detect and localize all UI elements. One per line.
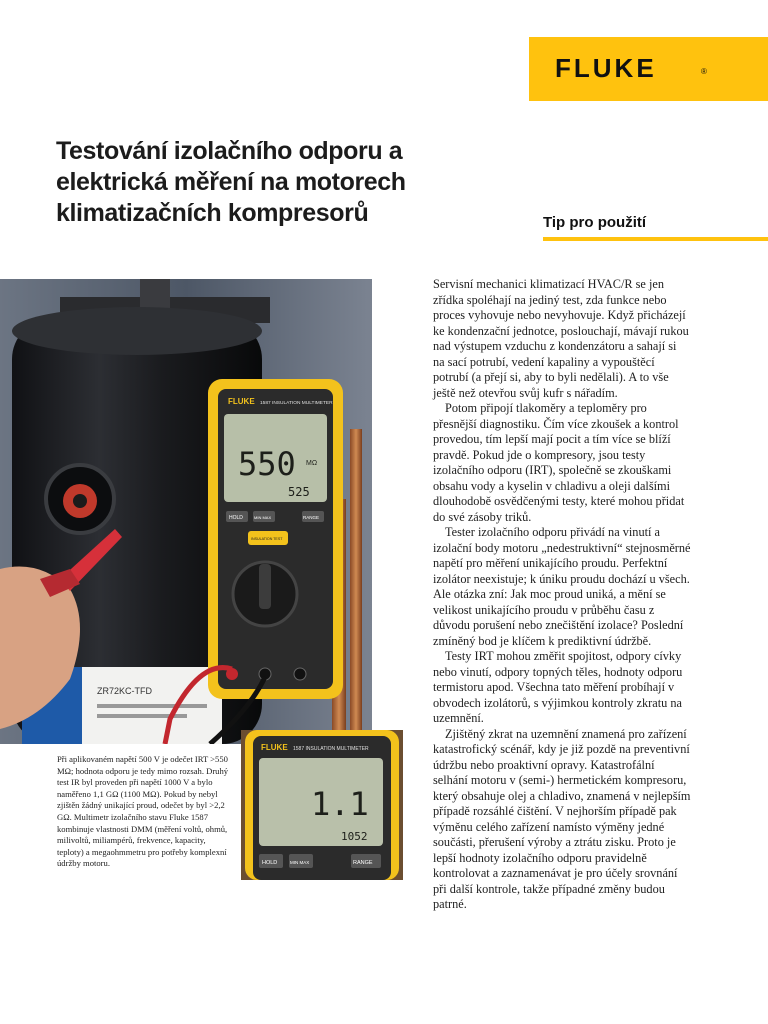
- meter-display-unit: MΩ: [306, 460, 318, 467]
- logo-text: FLUKE: [555, 53, 657, 83]
- main-photo: [0, 279, 372, 744]
- meter-closeup-illustration: [241, 730, 403, 880]
- tip-label: Tip pro použití: [543, 214, 647, 231]
- meter-btn-range: RANGE: [303, 515, 320, 520]
- body-paragraph: Testy IRT mohou změřit spojitost, odpory cívky nebo vinutí, odpory topných těles, hodnoty odporu termistoru apod. Všechna tato měření probíhají v obvodech izolátorů, s výjimkou kontroly zkratu na uzemnění.: [433, 649, 683, 725]
- article-body: [433, 277, 691, 913]
- closeup-btn-minmax: MIN MAX: [290, 860, 310, 865]
- meter-btn-minmax: MIN MAX: [254, 515, 272, 520]
- photo-caption: Při aplikovaném napětí 500 V je odečet IRT >550 MΩ; hodnota odporu je tedy mimo rozsah. Druhý test IR byl proveden při napětí 1000 V a bylo naměřeno 1,1 GΩ (1100 MΩ). Pokud by nebyl zjištěn žádný unikající proud, odečet by byl >2,2 GΩ. Multimetr izolačního stavu Fluke 1587 kombinuje vlastnosti DMM (měření voltů, ohmů, milivoltů, miliampérů, frekvence, kapacity, teploty) a megaohmmetru pro potřeby komplexní údržby motoru.: [57, 754, 229, 869]
- meter-btn-hold: HOLD: [229, 515, 243, 521]
- fluke-logo: [529, 37, 768, 101]
- compressor-meter-illustration: [0, 279, 372, 744]
- meter-brand: FLUKE: [228, 397, 255, 406]
- secondary-photo: [241, 730, 403, 880]
- closeup-meter-brand: FLUKE: [261, 743, 288, 752]
- meter-display-sub: 525: [288, 485, 310, 499]
- tip-rule: [543, 237, 768, 241]
- meter-insulation-test: INSULATION TEST: [251, 537, 283, 541]
- registered-mark: ®: [701, 67, 707, 76]
- body-paragraph: Tester izolačního odporu přivádí na vinutí a izolační body motoru „nedestruktivní“ stejnosměrné napětí pro měření unikajícího proudu. Perfektní izolátor neexistuje; k úniku proudu dochází u všech. Ale otázka zní: Jak moc proud uniká, a mění se velikost unikajícího proudu v průběhu času z důvodu porušení nebo znečištění izolace? Poslední zmíněný bod je klíčem k prediktivní údržbě.: [433, 525, 691, 648]
- meter-display-main: 550: [238, 445, 296, 483]
- closeup-btn-range: RANGE: [353, 860, 373, 866]
- body-paragraph: Zjištěný zkrat na uzemnění znamená pro zařízení katastrofický scénář, kdy je již pozdě na preventivní údržbu nebo proaktivní opravy. Katastrofální selhání motoru v (semi-) hermetickém kompresoru, který obsahuje olej a chladivo, znamená v nejlepším případě rozsáhlé čištění. V nejhorším případě pak výměnu celého zařízení namísto výměny jedné součásti, přerušení výroby a ztrátu zisku. Proto je lepší hodnoty izolačního odporu pravidelně kontrolovat a zaznamenávat je pro účely srovnání při další kontrole, takže případné změny budou patrné.: [433, 726, 691, 911]
- body-paragraph: Potom připojí tlakoměry a teploměry pro přesnější diagnostiku. Čím více zkoušek a kontrol provedou, tím lepší mají pocit a tím více se blíží pravdě. Pokud jde o kompresory, jsou testy izolačního odporu (IRT), společně se zkouškami obsahu vody a kyselin v chladivu a oleji dalšími dlouhodobě osvědčenými testy, které mohou přidat do své zásoby triků.: [433, 401, 685, 524]
- closeup-meter-model: 1587 INSULATION MULTIMETER: [293, 746, 369, 752]
- body-paragraph: Servisní mechanici klimatizací HVAC/R se jen zřídka spoléhají na jediný test, zda funkce nebo proces vyhovuje nebo nevyhovuje. Když přicházejí ke kondenzační jednotce, poslouchají, mávají rukou nad výstupem vzduchu z kondenzátoru a sahají si na sací potrubí, vedení kapaliny a vypouštěcí potrubí (a přejí si, aby to byli nedělali). A to vše ještě než otevřou svůj kufr s nářadím.: [433, 277, 689, 400]
- closeup-display-main: 1.1: [311, 785, 369, 823]
- closeup-btn-hold: HOLD: [262, 860, 278, 866]
- meter-model: 1587 INSULATION MULTIMETER: [260, 401, 333, 406]
- label-plate-text: ZR72KC-TFD: [97, 686, 153, 696]
- multimeter: [208, 379, 343, 699]
- closeup-display-sub: 1052: [341, 830, 368, 843]
- page-title: Testování izolačního odporu a elektrická měření na motorech klimatizačních kompresorů: [56, 137, 406, 227]
